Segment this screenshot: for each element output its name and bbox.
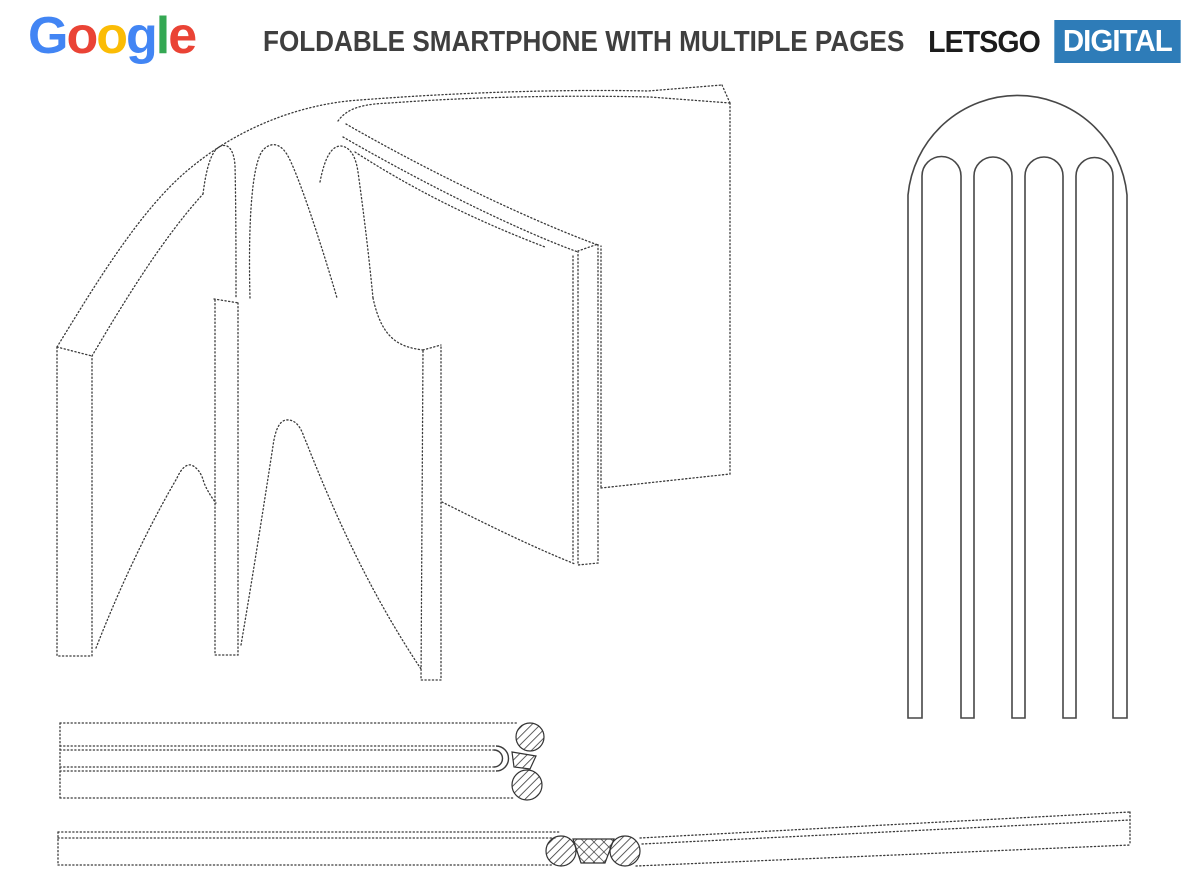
letsgodigital-logo-text-dark: LETSGO [927,23,1040,59]
google-letter: o [66,7,97,65]
tent-page-large [241,420,421,669]
cover-top-edge-path [57,85,722,347]
hinge-cross-section-lower [512,770,542,800]
figure-side-view-folded [60,723,544,800]
right-lean-edge-1 [346,124,598,245]
google-letter: e [168,7,196,65]
letsgodigital-logo-text-blue: DIGITAL [1055,20,1181,63]
google-letter: G [28,7,67,65]
google-letter: o [96,7,126,65]
hinge-wedge [512,752,536,769]
page-title: FOLDABLE SMARTPHONE WITH MULTIPLE PAGES [263,26,905,58]
open-right-slab-top-1 [640,812,1130,838]
right-lean-edge-2 [343,137,578,252]
cover-top-inner-edge [338,96,730,121]
left-page-inner-edge [92,194,203,356]
middle-arch-2 [320,146,373,298]
page2-arch [203,145,236,298]
right-page-panel [578,244,598,565]
page2-cap [214,299,239,303]
figure-perspective-view [57,85,730,680]
hinge-cross-section-upper [516,723,544,751]
open-hinge-link [573,839,614,863]
middle-page-cap [423,345,441,350]
open-hinge-cross-section-left [546,836,576,866]
middle-page-strip [421,345,441,680]
open-hinge-cross-section-right [610,836,640,866]
figure-top-view [908,95,1127,718]
left-page-strip [57,347,92,656]
back-cover-right-bottom-edge [601,103,730,488]
fold-hairpin-inner [494,750,503,767]
page2-strip [215,300,238,655]
cover-corner-bevel [722,85,730,103]
figure-side-view-open [58,812,1130,866]
middle-arch-leg [373,298,423,350]
left-page-top-cap [57,347,92,356]
open-right-slab-top-2 [642,820,1130,844]
open-right-slab-bottom [636,845,1130,866]
google-letter: l [155,7,169,65]
tent-page-small [96,465,216,648]
right-lean-edge-3 [355,152,545,247]
serpentine-fold-outline [908,95,1127,718]
google-letter: g [125,7,156,65]
middle-page-lean-edge [442,502,575,564]
